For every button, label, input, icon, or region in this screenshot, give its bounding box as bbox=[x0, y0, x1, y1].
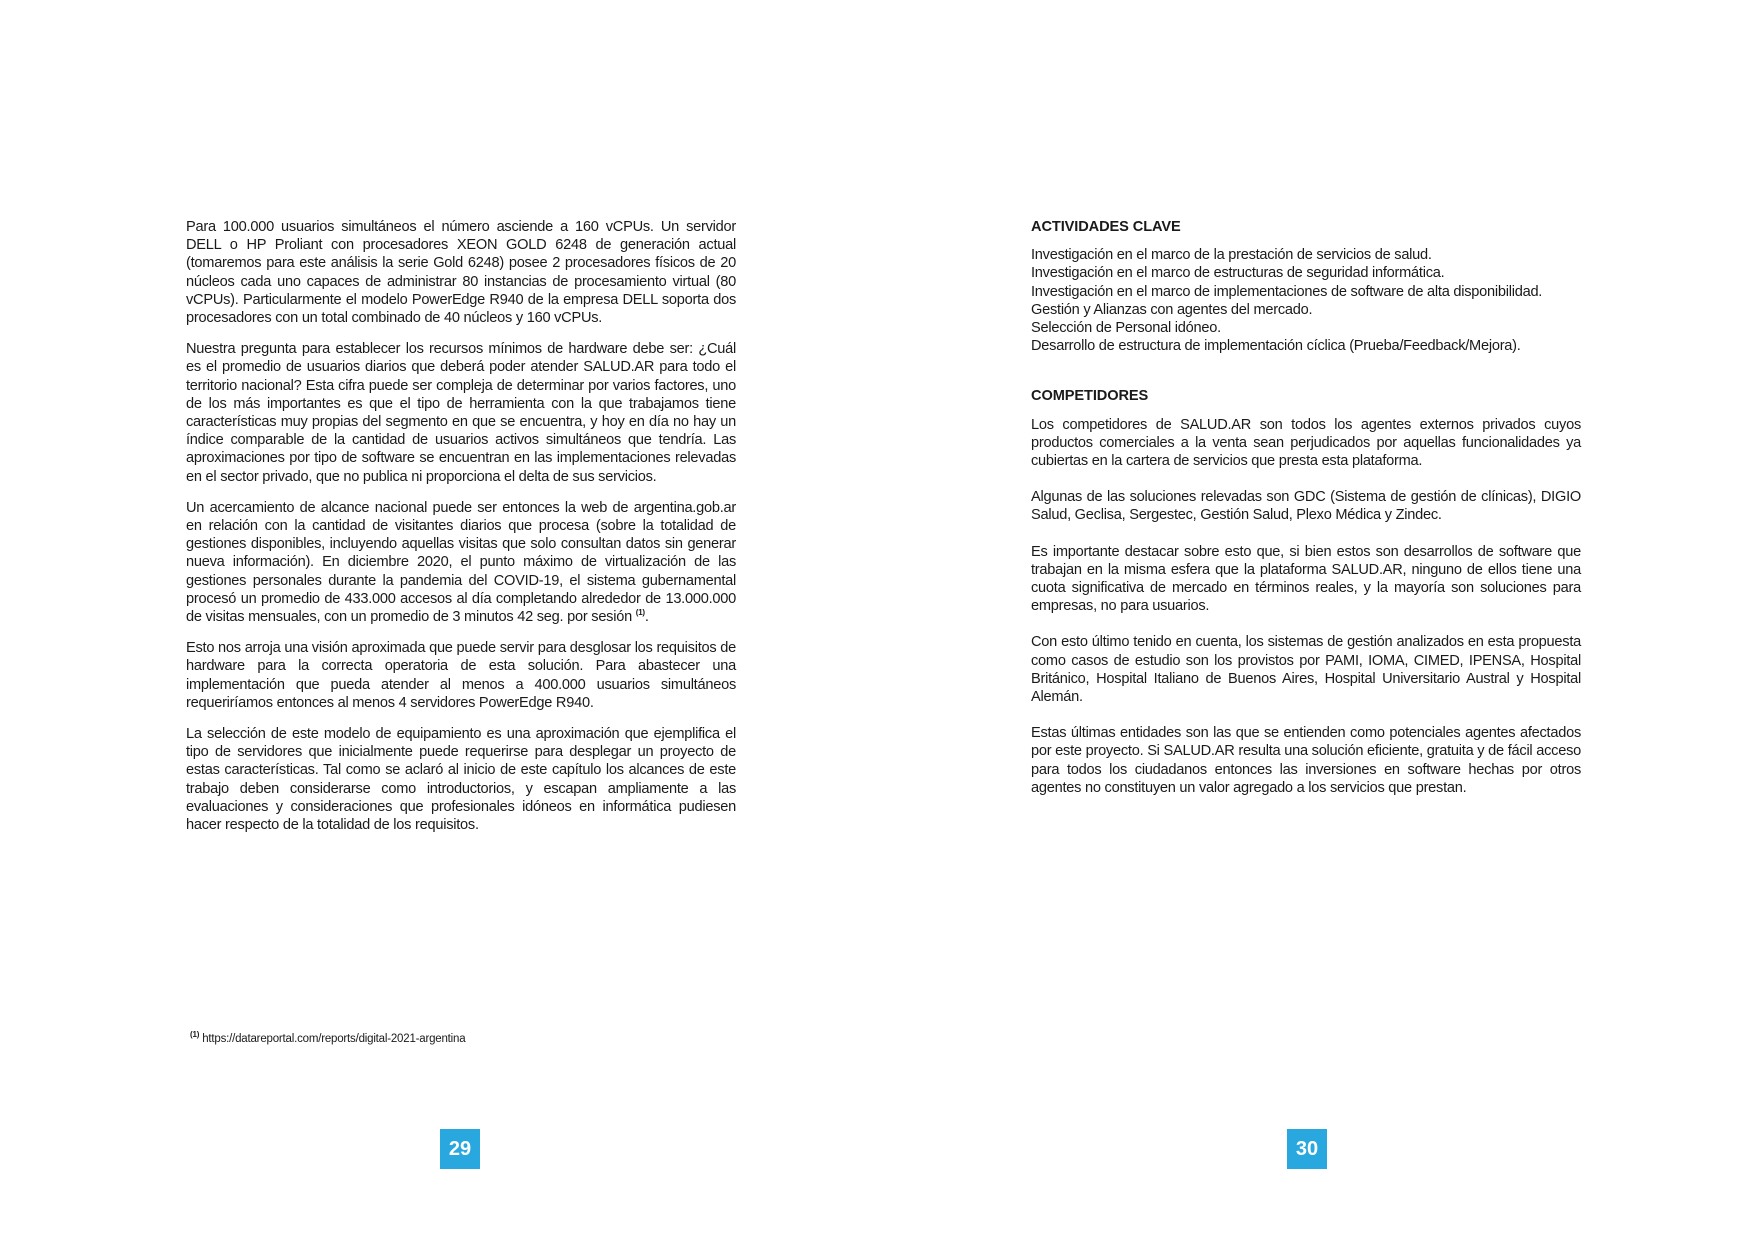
heading-competidores: COMPETIDORES bbox=[1031, 388, 1149, 405]
left-text-column bbox=[186, 218, 736, 847]
activity-item: Investigación en el marco de estructuras de seguridad informática. bbox=[1031, 265, 1445, 282]
paragraph-solutions: Algunas de las soluciones relevadas son GDC (Sistema de gestión de clínicas), DIGIO Salud, Geclisa, Sergestec, Gestión Salud, Plexo Médica y Zindec. bbox=[1031, 489, 1581, 524]
activity-item: Selección de Personal idóneo. bbox=[1031, 320, 1221, 337]
left-page bbox=[0, 0, 877, 1241]
paragraph-end-punct: . bbox=[644, 609, 649, 626]
paragraph-argentina-gob-text: Un acercamiento de alcance nacional puede ser entonces la web de argentina.gob.ar en relación con la cantidad de visitantes diarios que procesa (sobre la totalidad de gestiones disponibles, incluyendo aquellas visitas que solo consultan datos sin generar nueva información). En diciembre 2020, el punto máximo de virtualización de las gestiones personales durante la pandemia del COVID-19, el sistema gubernamental procesó un promedio de 433.000 accesos al día completando alrededor de 13.000.000 de visitas mensuales, con un promedio de 3 minutos 42 seg. por sesión bbox=[186, 499, 736, 626]
heading-actividades-clave: ACTIVIDADES CLAVE bbox=[1031, 219, 1181, 235]
footnote-marker: (1) bbox=[190, 1030, 200, 1040]
activity-item: Investigación en el marco de implementaciones de software de alta disponibilidad. bbox=[1031, 283, 1543, 300]
footnote-url: https://datareportal.com/reports/digital-2021-argentina bbox=[202, 1033, 466, 1045]
right-page bbox=[878, 0, 1755, 1241]
paragraph-important: Es importante destacar sobre esto que, si bien estos son desarrollos de software que trabajan en la misma esfera que la plataforma SALUD.AR, ninguno de ellos tiene una cuota significativa de mercado en términos reales, y la mayoría son soluciones para empresas, no para usuarios. bbox=[1031, 543, 1581, 615]
activity-item: Gestión y Alianzas con agentes del mercado. bbox=[1031, 301, 1313, 318]
paragraph-question: Nuestra pregunta para establecer los recursos mínimos de hardware debe ser: ¿Cuál es el promedio de usuarios diarios que deberá poder atender SALUD.AR para todo el territorio nacional? Esta cifra puede ser compleja de determinar por varios factores, uno de los más importantes es que el tipo de herramienta con la que trabajamos tiene características muy propias del segmento en que se encuentra, y hoy en día no hay un índice comparable de la cantidad de usuarios activos simultáneos que tendría. Las aproximaciones por tipo de software se encuentran en las implementaciones relevadas en el sector privado, que no publica ni proporciona el delta de sus servicios. bbox=[186, 341, 736, 485]
paragraph-affected-agents: Estas últimas entidades son las que se entienden como potenciales agentes afectados por este proyecto. Si SALUD.AR resulta una solución eficiente, gratuita y de fácil acceso para todos los ciudadanos entonces las inversiones en software hechas por otros agentes no constituyen un valor agregado a los servicios que prestan. bbox=[1031, 725, 1581, 796]
activities-list bbox=[1031, 246, 1581, 355]
footnote-reference: (1) bbox=[635, 608, 645, 618]
page-number-left: 29 bbox=[440, 1129, 480, 1169]
page-number-right: 30 bbox=[1287, 1129, 1327, 1169]
paragraph-vcpus: Para 100.000 usuarios simultáneos el número asciende a 160 vCPUs. Un servidor DELL o HP Proliant con procesadores XEON GOLD 6248 de generación actual (tomaremos para este análisis la serie Gold 6248) posee 2 procesadores físicos de 20 núcleos cada uno capaces de administrar 80 instancias de procesamiento virtual (80 vCPUs). Particularmente el modelo PowerEdge R940 de la empresa DELL soporta dos procesadores con un total combinado de 40 núcleos y 160 vCPUs. bbox=[186, 219, 736, 327]
activity-item: Desarrollo de estructura de implementación cíclica (Prueba/Feedback/Mejora). bbox=[1031, 338, 1521, 355]
right-text-column bbox=[1031, 218, 1581, 815]
paragraph-selection: La selección de este modelo de equipamiento es una aproximación que ejemplifica el tipo de servidores que inicialmente puede requerirse para desplegar un proyecto de estas características. Tal como se aclaró al inicio de este capítulo los alcances de este trabajo deben considerarse como introductorios, y escapan ampliamente a las evaluaciones y consideraciones que profesionales idóneos en informática pudiesen hacer respecto de la totalidad de los requisitos. bbox=[186, 726, 736, 834]
paragraph-case-studies: Con esto último tenido en cuenta, los sistemas de gestión analizados en esta propuesta como casos de estudio son los provistos por PAMI, IOMA, CIMED, IPENSA, Hospital Británico, Hospital Italiano de Buenos Aires, Hospital Universitario Austral y Hospital Alemán. bbox=[1031, 634, 1581, 706]
activity-item: Investigación en el marco de la prestación de servicios de salud. bbox=[1031, 247, 1432, 264]
paragraph-hardware: Esto nos arroja una visión aproximada que puede servir para desglosar los requisitos de hardware para la correcta operatoria de esta solución. Para abastecer una implementación que pueda atender al menos a 400.000 usuarios simultáneos requeriríamos entonces al menos 4 servidores PowerEdge R940. bbox=[186, 640, 736, 711]
paragraph-argentina-gob bbox=[186, 499, 736, 626]
paragraph-competitors: Los competidores de SALUD.AR son todos los agentes externos privados cuyos productos comerciales a la venta sean perjudicados por aquellas funcionalidades ya cubiertas en la cartera de servicios que presta esta plataforma. bbox=[1031, 416, 1581, 470]
footnote bbox=[190, 1030, 466, 1045]
